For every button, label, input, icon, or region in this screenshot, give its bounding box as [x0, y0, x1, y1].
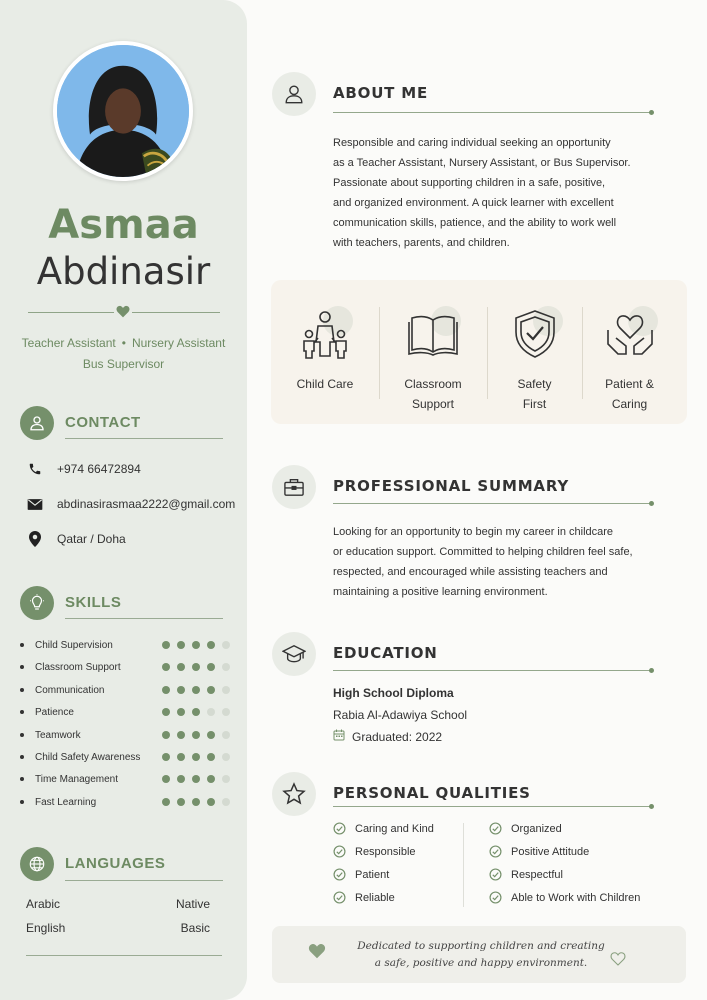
skill-row	[20, 771, 230, 787]
feature-label: Patient &	[605, 377, 654, 391]
skill-level-dot	[192, 731, 200, 739]
about-line: with teachers, parents, and children.	[333, 237, 510, 249]
education-graduated	[333, 729, 442, 744]
feature-patient-caring	[582, 280, 677, 424]
skill-level-dot	[222, 686, 230, 694]
education-degree: High School Diploma	[333, 686, 454, 700]
graduation-cap-icon	[272, 632, 316, 676]
quality-label: Respectful	[511, 868, 563, 881]
skill-level-dot	[162, 775, 170, 783]
skill-level-dot	[162, 641, 170, 649]
quality-item	[333, 891, 395, 904]
footer-quote-line: a safe, positive and happy environment.	[374, 957, 588, 969]
skill-level-dot	[207, 731, 215, 739]
skill-name: Patience	[35, 706, 74, 718]
skill-level-dot	[192, 753, 200, 761]
skill-level-dot	[222, 663, 230, 671]
skill-level-dot	[207, 708, 215, 716]
skill-level-dot	[207, 775, 215, 783]
heart-icon	[308, 943, 326, 964]
last-name: Abdinasir	[36, 250, 211, 293]
skill-level-dots	[162, 708, 230, 716]
skill-level-dot	[222, 641, 230, 649]
skill-level-dot	[222, 708, 230, 716]
heart-hands-icon	[600, 304, 660, 364]
book-icon	[403, 304, 463, 364]
skill-level-dot	[177, 641, 185, 649]
skill-level-dot	[177, 775, 185, 783]
heart-outline-icon	[610, 951, 626, 972]
skill-level-dot	[207, 753, 215, 761]
skill-level-dot	[177, 708, 185, 716]
person-icon	[272, 72, 316, 116]
about-line: as a Teacher Assistant, Nursery Assistant, or Bus Supervisor.	[333, 157, 631, 169]
profile-photo-illustration	[57, 45, 189, 177]
profile-photo	[53, 41, 193, 181]
skill-name: Classroom Support	[35, 661, 121, 673]
qualities-heading: PERSONAL QUALITIES	[333, 784, 531, 802]
quality-item	[489, 868, 563, 881]
globe-icon	[20, 847, 54, 881]
contact-heading: CONTACT	[65, 414, 141, 431]
education-divider	[333, 670, 651, 671]
about-line: communication skills, patience, and the ability to work well	[333, 217, 617, 229]
languages-divider	[65, 880, 223, 881]
skill-row	[20, 727, 230, 743]
quality-item	[333, 845, 416, 858]
quality-item	[333, 868, 389, 881]
summary-divider	[333, 503, 651, 504]
skill-name: Time Management	[35, 773, 118, 785]
skill-row	[20, 749, 230, 765]
briefcase-icon	[272, 465, 316, 509]
skill-level-dot	[192, 708, 200, 716]
feature-label: First	[522, 397, 547, 411]
skill-level-dot	[177, 663, 185, 671]
languages-bottom-divider	[26, 955, 222, 956]
skill-level-dots	[162, 798, 230, 806]
job-titles	[0, 333, 247, 375]
skill-level-dot	[207, 798, 215, 806]
skill-level-dots	[162, 731, 230, 739]
shield-check-icon	[505, 304, 565, 364]
skill-level-dot	[192, 798, 200, 806]
language-name: Arabic	[26, 897, 61, 911]
feature-label: Safety	[517, 377, 552, 391]
footer-quote-line: Dedicated to supporting children and creating	[357, 940, 605, 952]
skill-level-dot	[162, 686, 170, 694]
quality-item	[333, 822, 434, 835]
phone-text: +974 66472894	[57, 462, 141, 476]
skill-level-dot	[222, 753, 230, 761]
skill-level-dot	[162, 663, 170, 671]
location-text: Qatar / Doha	[57, 532, 126, 546]
location-pin-icon	[26, 531, 44, 547]
skill-level-dot	[222, 798, 230, 806]
email-text: abdinasirasmaa2222@gmail.com	[57, 497, 236, 511]
bullet-icon	[20, 800, 24, 804]
language-name: English	[26, 921, 66, 935]
skill-level-dot	[207, 641, 215, 649]
skill-level-dot	[177, 731, 185, 739]
check-circle-icon	[333, 822, 346, 835]
lightbulb-icon	[20, 586, 54, 620]
quality-label: Organized	[511, 822, 562, 835]
feature-label: Support	[411, 397, 454, 411]
quality-label: Caring and Kind	[355, 822, 434, 835]
skill-level-dot	[192, 686, 200, 694]
feature-child-care	[271, 280, 379, 424]
skill-level-dots	[162, 775, 230, 783]
skill-level-dots	[162, 753, 230, 761]
summary-line: respected, and encouraged while assisting teachers and	[333, 566, 608, 578]
heart-icon	[114, 305, 132, 319]
education-heading: EDUCATION	[333, 644, 438, 662]
bullet-icon	[20, 643, 24, 647]
mail-icon	[26, 498, 44, 511]
skill-level-dot	[177, 798, 185, 806]
bullet-icon	[20, 755, 24, 759]
bullet-icon	[20, 710, 24, 714]
language-row	[26, 921, 210, 935]
about-text	[333, 133, 658, 253]
check-circle-icon	[489, 868, 502, 881]
title-separator: •	[121, 336, 126, 350]
skill-name: Fast Learning	[35, 796, 97, 808]
bullet-icon	[20, 777, 24, 781]
skill-level-dot	[192, 641, 200, 649]
language-row	[26, 897, 210, 911]
check-circle-icon	[333, 868, 346, 881]
calendar-icon	[333, 729, 345, 744]
quality-label: Positive Attitude	[511, 845, 590, 858]
sidebar	[0, 0, 247, 1000]
skill-level-dot	[207, 686, 215, 694]
job-title: Nursery Assistant	[131, 336, 226, 350]
feature-safety-first	[487, 280, 582, 424]
language-level: Native	[175, 897, 210, 911]
check-circle-icon	[333, 891, 346, 904]
check-circle-icon	[489, 891, 502, 904]
skill-level-dot	[177, 686, 185, 694]
summary-text	[333, 522, 658, 602]
contact-phone[interactable]	[26, 462, 141, 476]
contact-divider	[65, 438, 223, 439]
contact-email[interactable]	[26, 497, 235, 511]
skill-name: Communication	[35, 684, 105, 696]
bullet-icon	[20, 665, 24, 669]
bullet-icon	[20, 688, 24, 692]
skill-row	[20, 794, 230, 810]
quality-item	[489, 822, 562, 835]
about-heading: ABOUT ME	[333, 84, 429, 102]
skill-name: Child Safety Awareness	[35, 751, 141, 763]
language-level: Basic	[180, 921, 210, 935]
skill-level-dot	[162, 753, 170, 761]
contact-location	[26, 531, 126, 547]
quality-label: Able to Work with Children	[511, 891, 641, 904]
skill-level-dot	[192, 663, 200, 671]
education-graduated-text: Graduated: 2022	[352, 729, 443, 744]
feature-label: Caring	[611, 397, 648, 411]
skill-level-dot	[222, 775, 230, 783]
skills-divider	[65, 618, 223, 619]
check-circle-icon	[489, 822, 502, 835]
skill-level-dot	[222, 731, 230, 739]
family-icon	[295, 304, 355, 364]
about-divider	[333, 112, 651, 113]
job-title: Teacher Assistant	[21, 336, 116, 350]
quality-label: Responsible	[355, 845, 416, 858]
skills-heading: SKILLS	[65, 594, 122, 611]
skill-level-dots	[162, 663, 230, 671]
phone-icon	[26, 462, 44, 476]
skill-level-dot	[177, 753, 185, 761]
first-name: Asmaa	[48, 202, 199, 248]
quality-item	[489, 845, 589, 858]
about-line: Passionate about supporting children in a safe, positive,	[333, 177, 606, 189]
feature-label: Classroom	[404, 377, 462, 391]
skill-row	[20, 659, 230, 675]
star-icon	[272, 772, 316, 816]
skill-name: Child Supervision	[35, 639, 113, 651]
quality-label: Patient	[355, 868, 390, 881]
skill-level-dot	[207, 663, 215, 671]
summary-line: maintaining a positive learning environment.	[333, 586, 548, 598]
bullet-icon	[20, 733, 24, 737]
skill-row	[20, 637, 230, 653]
quality-item	[489, 891, 640, 904]
skill-level-dots	[162, 686, 230, 694]
qualities-divider	[333, 806, 651, 807]
user-icon	[20, 406, 54, 440]
quality-label: Reliable	[355, 891, 395, 904]
about-line: Responsible and caring individual seeking an opportunity	[333, 137, 611, 149]
footer-quote-box	[272, 926, 686, 983]
skill-level-dot	[162, 798, 170, 806]
languages-heading: LANGUAGES	[65, 855, 166, 872]
skill-name: Teamwork	[35, 729, 81, 741]
qualities-separator	[463, 823, 464, 907]
check-circle-icon	[333, 845, 346, 858]
skill-level-dot	[162, 708, 170, 716]
job-title: Bus Supervisor	[82, 357, 165, 371]
summary-line: or education support. Committed to helping children feel safe,	[333, 546, 633, 558]
skill-level-dot	[192, 775, 200, 783]
feature-label: Child Care	[296, 377, 354, 391]
summary-line: Looking for an opportunity to begin my career in childcare	[333, 526, 614, 538]
check-circle-icon	[489, 845, 502, 858]
skill-row	[20, 682, 230, 698]
education-school: Rabia Al-Adawiya School	[333, 708, 468, 722]
footer-quote	[336, 938, 626, 972]
summary-heading: PROFESSIONAL SUMMARY	[333, 477, 570, 495]
feature-classroom-support	[379, 280, 487, 424]
about-line: and organized environment. A quick learner with excellent	[333, 197, 614, 209]
skill-row	[20, 704, 230, 720]
skill-level-dots	[162, 641, 230, 649]
skill-level-dot	[162, 731, 170, 739]
